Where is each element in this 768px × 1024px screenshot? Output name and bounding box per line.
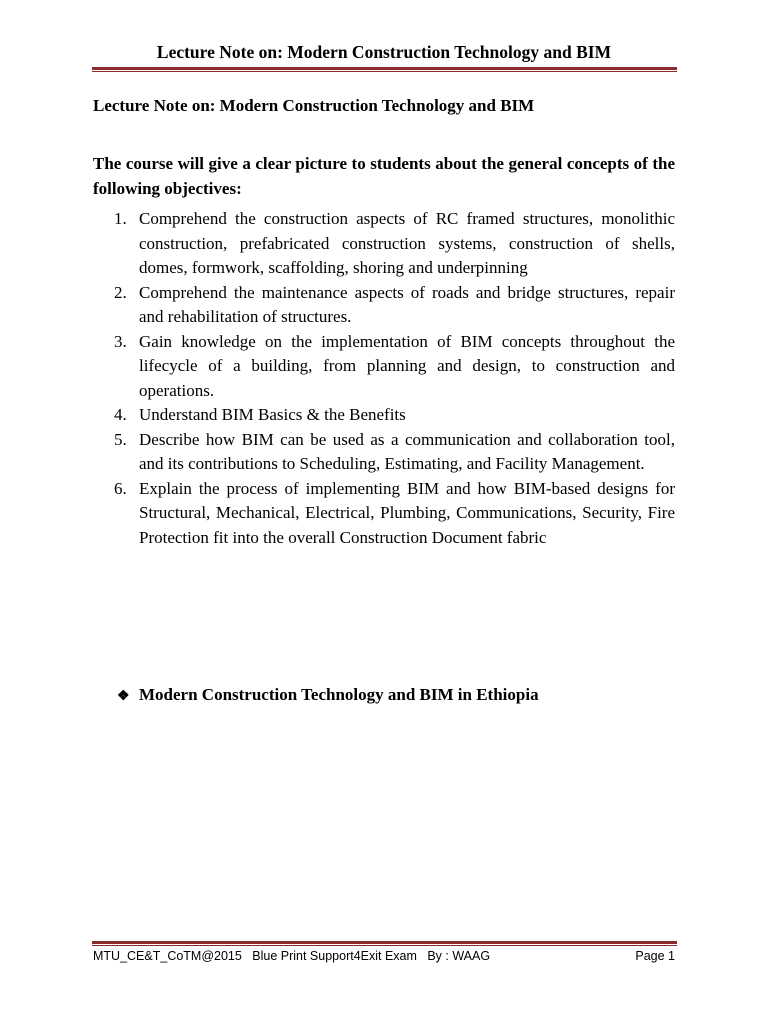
- footer-text: MTU_CE&T_CoTM@2015 Blue Print Support4Exit Exam By : WAAG: [93, 949, 491, 963]
- objective-item: [93, 428, 675, 477]
- objective-item: [93, 330, 675, 404]
- diamond-bullet-icon: ❖: [117, 689, 130, 704]
- objective-number: 2.: [114, 282, 127, 302]
- section-bullet: [117, 685, 677, 705]
- intro-paragraph: The course will give a clear picture to students about the general concepts of the following objectives:: [93, 154, 675, 198]
- header-rule-thick: [92, 67, 677, 70]
- objective-text: Understand BIM Basics & the Benefits: [139, 405, 406, 424]
- objective-number: 5.: [114, 429, 127, 449]
- footer-rule-thin: [92, 945, 677, 946]
- objective-item: [93, 403, 675, 428]
- objective-number: 1.: [114, 209, 127, 228]
- objectives-list: [93, 207, 675, 550]
- page-number: Page 1: [635, 949, 675, 963]
- objective-text: Gain knowledge on the implementation of BIM concepts throughout the lifecycle of a building, from planning and design, to construction and operations.: [139, 331, 675, 400]
- header-rule-thin: [92, 71, 677, 72]
- objective-item: [93, 207, 675, 281]
- page-header-title: Lecture Note on: Modern Construction Technology and BIM: [156, 42, 612, 62]
- footer-rule-thick: [92, 941, 677, 944]
- objective-number: 4.: [114, 405, 127, 424]
- document-heading: Lecture Note on: Modern Construction Technology and BIM: [93, 96, 535, 115]
- objective-item: [93, 477, 675, 551]
- section-bullet-text: Modern Construction Technology and BIM in Ethiopia: [139, 685, 539, 704]
- objective-number: 6.: [114, 478, 127, 498]
- objective-text: Explain the process of implementing BIM and how BIM-based designs for Structural, Mechanical, Electrical, Plumbing, Communications, Security, Fire Protection fit into the overall Construction Document fabric: [139, 478, 675, 547]
- objective-item: [93, 281, 675, 330]
- objective-text: Describe how BIM can be used as a communication and collaboration tool, and its contributions to Scheduling, Estimating, and Facility Management.: [139, 429, 675, 473]
- objective-text: Comprehend the construction aspects of RC framed structures, monolithic construction, prefabricated construction systems, construction of shells, domes, formwork, scaffolding, shoring and underpinning: [139, 209, 675, 277]
- objective-number: 3.: [114, 331, 127, 351]
- objective-text: Comprehend the maintenance aspects of roads and bridge structures, repair and rehabilitation of structures.: [139, 282, 675, 326]
